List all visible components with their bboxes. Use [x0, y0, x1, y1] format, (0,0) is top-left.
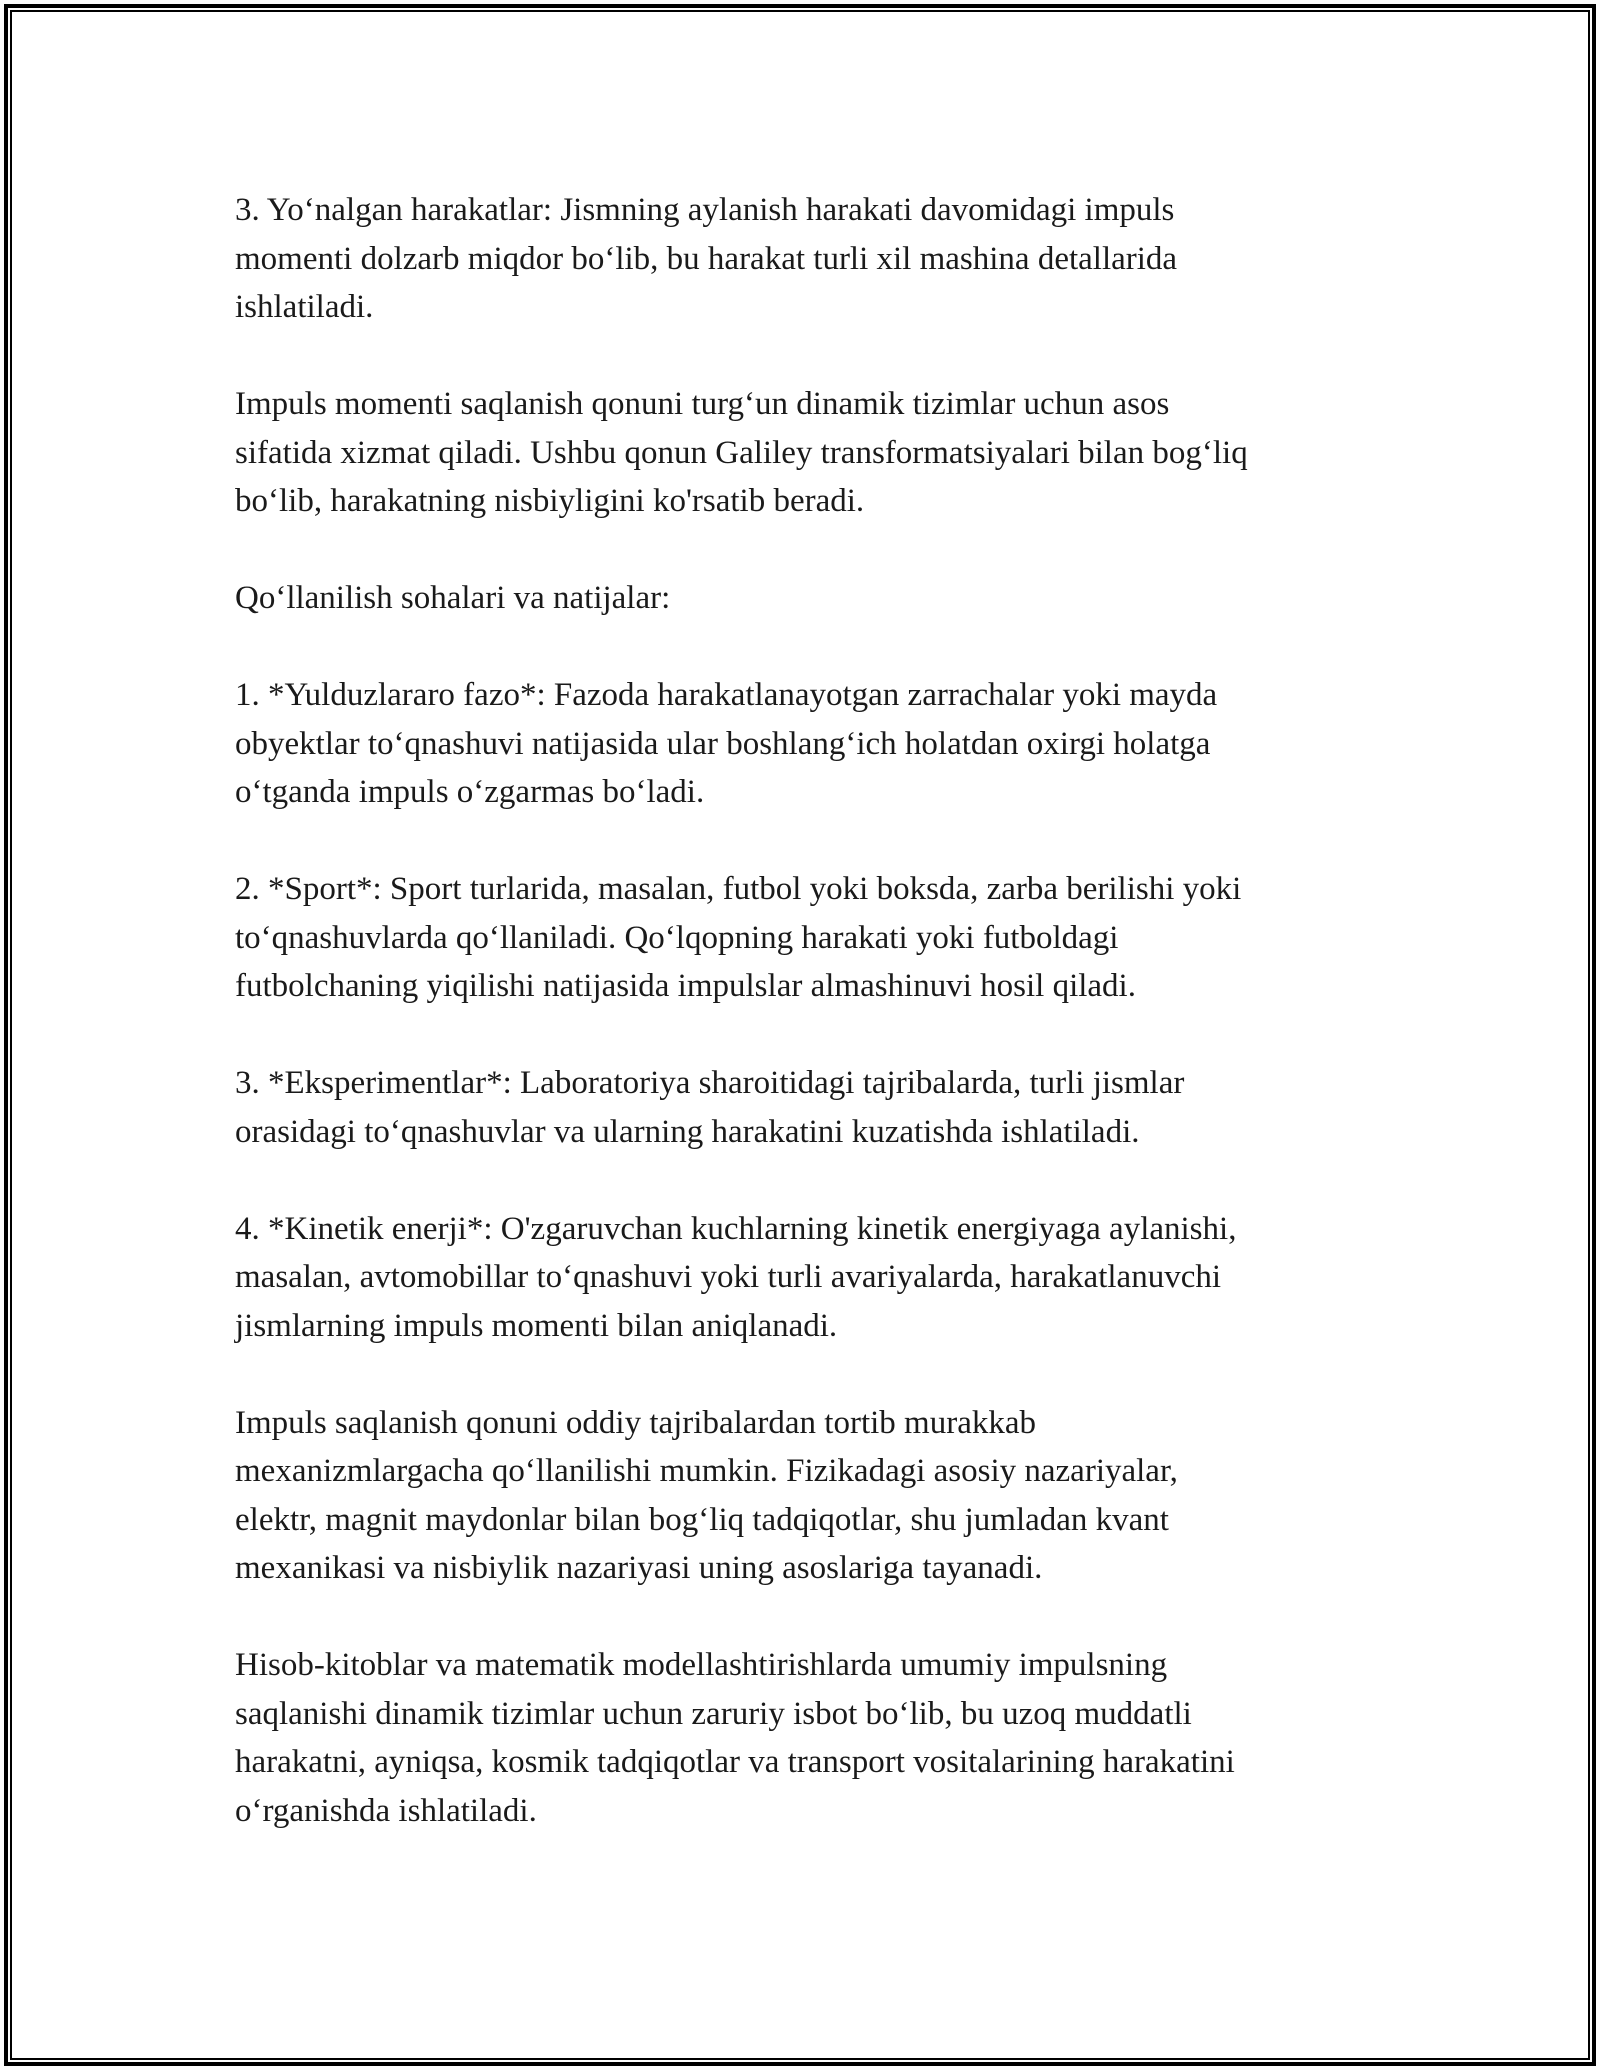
- list-item-experiments: 3. *Eksperimentlar*: Laboratoriya sharoitidagi tajribalarda, turli jismlar orasidagi to‘qnashuvlar va ularning harakatini kuzatishda ishlatiladi.: [235, 1065, 1185, 1150]
- paragraph-momentum-conservation: Impuls saqlanish qonuni oddiy tajribalardan tortib murakkab mexanizmlargacha qo‘llanilishi mumkin. Fizikadagi asosiy nazariyalar, elektr, magnit maydonlar bilan bog‘liq tadqiqotlar, shu jumladan kvant mexanikasi va nisbiylik nazariyasi uning asoslariga tayanadi.: [235, 1404, 1178, 1586]
- list-item-kinetic-energy: 4. *Kinetik enerji*: O'zgaruvchan kuchlarning kinetik energiyaga aylanishi, masalan, avtomobillar to‘qnashuvi yoki turli avariyalarda, harakatlanuvchi jismlarning impuls momenti bilan aniqlanadi.: [235, 1210, 1237, 1344]
- paragraph-angular-momentum-law: Impuls momenti saqlanish qonuni turg‘un dinamik tizimlar uchun asos sifatida xizmat qiladi. Ushbu qonun Galiley transformatsiyalari bilan bog‘liq bo‘lib, harakatning nisbiyligini ko'rsatib beradi.: [235, 386, 1248, 519]
- paragraph-directed-motion: 3. Yo‘nalgan harakatlar: Jismning aylanish harakati davomidagi impuls momenti dolzarb miqdor bo‘lib, bu harakat turli xil mashina detallarida ishlatiladi.: [235, 192, 1178, 325]
- list-item-sport: 2. *Sport*: Sport turlarida, masalan, futbol yoki boksda, zarba berilishi yoki to‘qnashuvlarda qo‘llaniladi. Qo‘lqopning harakati yoki futboldagi futbolchaning yiqilishi natijasida impulslar almashinuvi hosil qiladi.: [235, 871, 1242, 1004]
- paragraph-applications-heading: Qo‘llanilish sohalari va natijalar:: [235, 580, 671, 616]
- paragraph-calculations-modelling: Hisob-kitoblar va matematik modellashtirishlarda umumiy impulsning saqlanishi dinamik tizimlar uchun zaruriy isbot bo‘lib, bu uzoq muddatli harakatni, ayniqsa, kosmik tadqiqotlar va transport vositalarining harakatini o‘rganishda ishlatiladi.: [235, 1647, 1235, 1829]
- list-item-interstellar-space: 1. *Yulduzlararo fazo*: Fazoda harakatlanayotgan zarrachalar yoki mayda obyektlar to‘qnashuvi natijasida ular boshlang‘ich holatdan oxirgi holatga o‘tganda impuls o‘zgarmas bo‘ladi.: [235, 677, 1218, 810]
- document-body: [235, 186, 1385, 1884]
